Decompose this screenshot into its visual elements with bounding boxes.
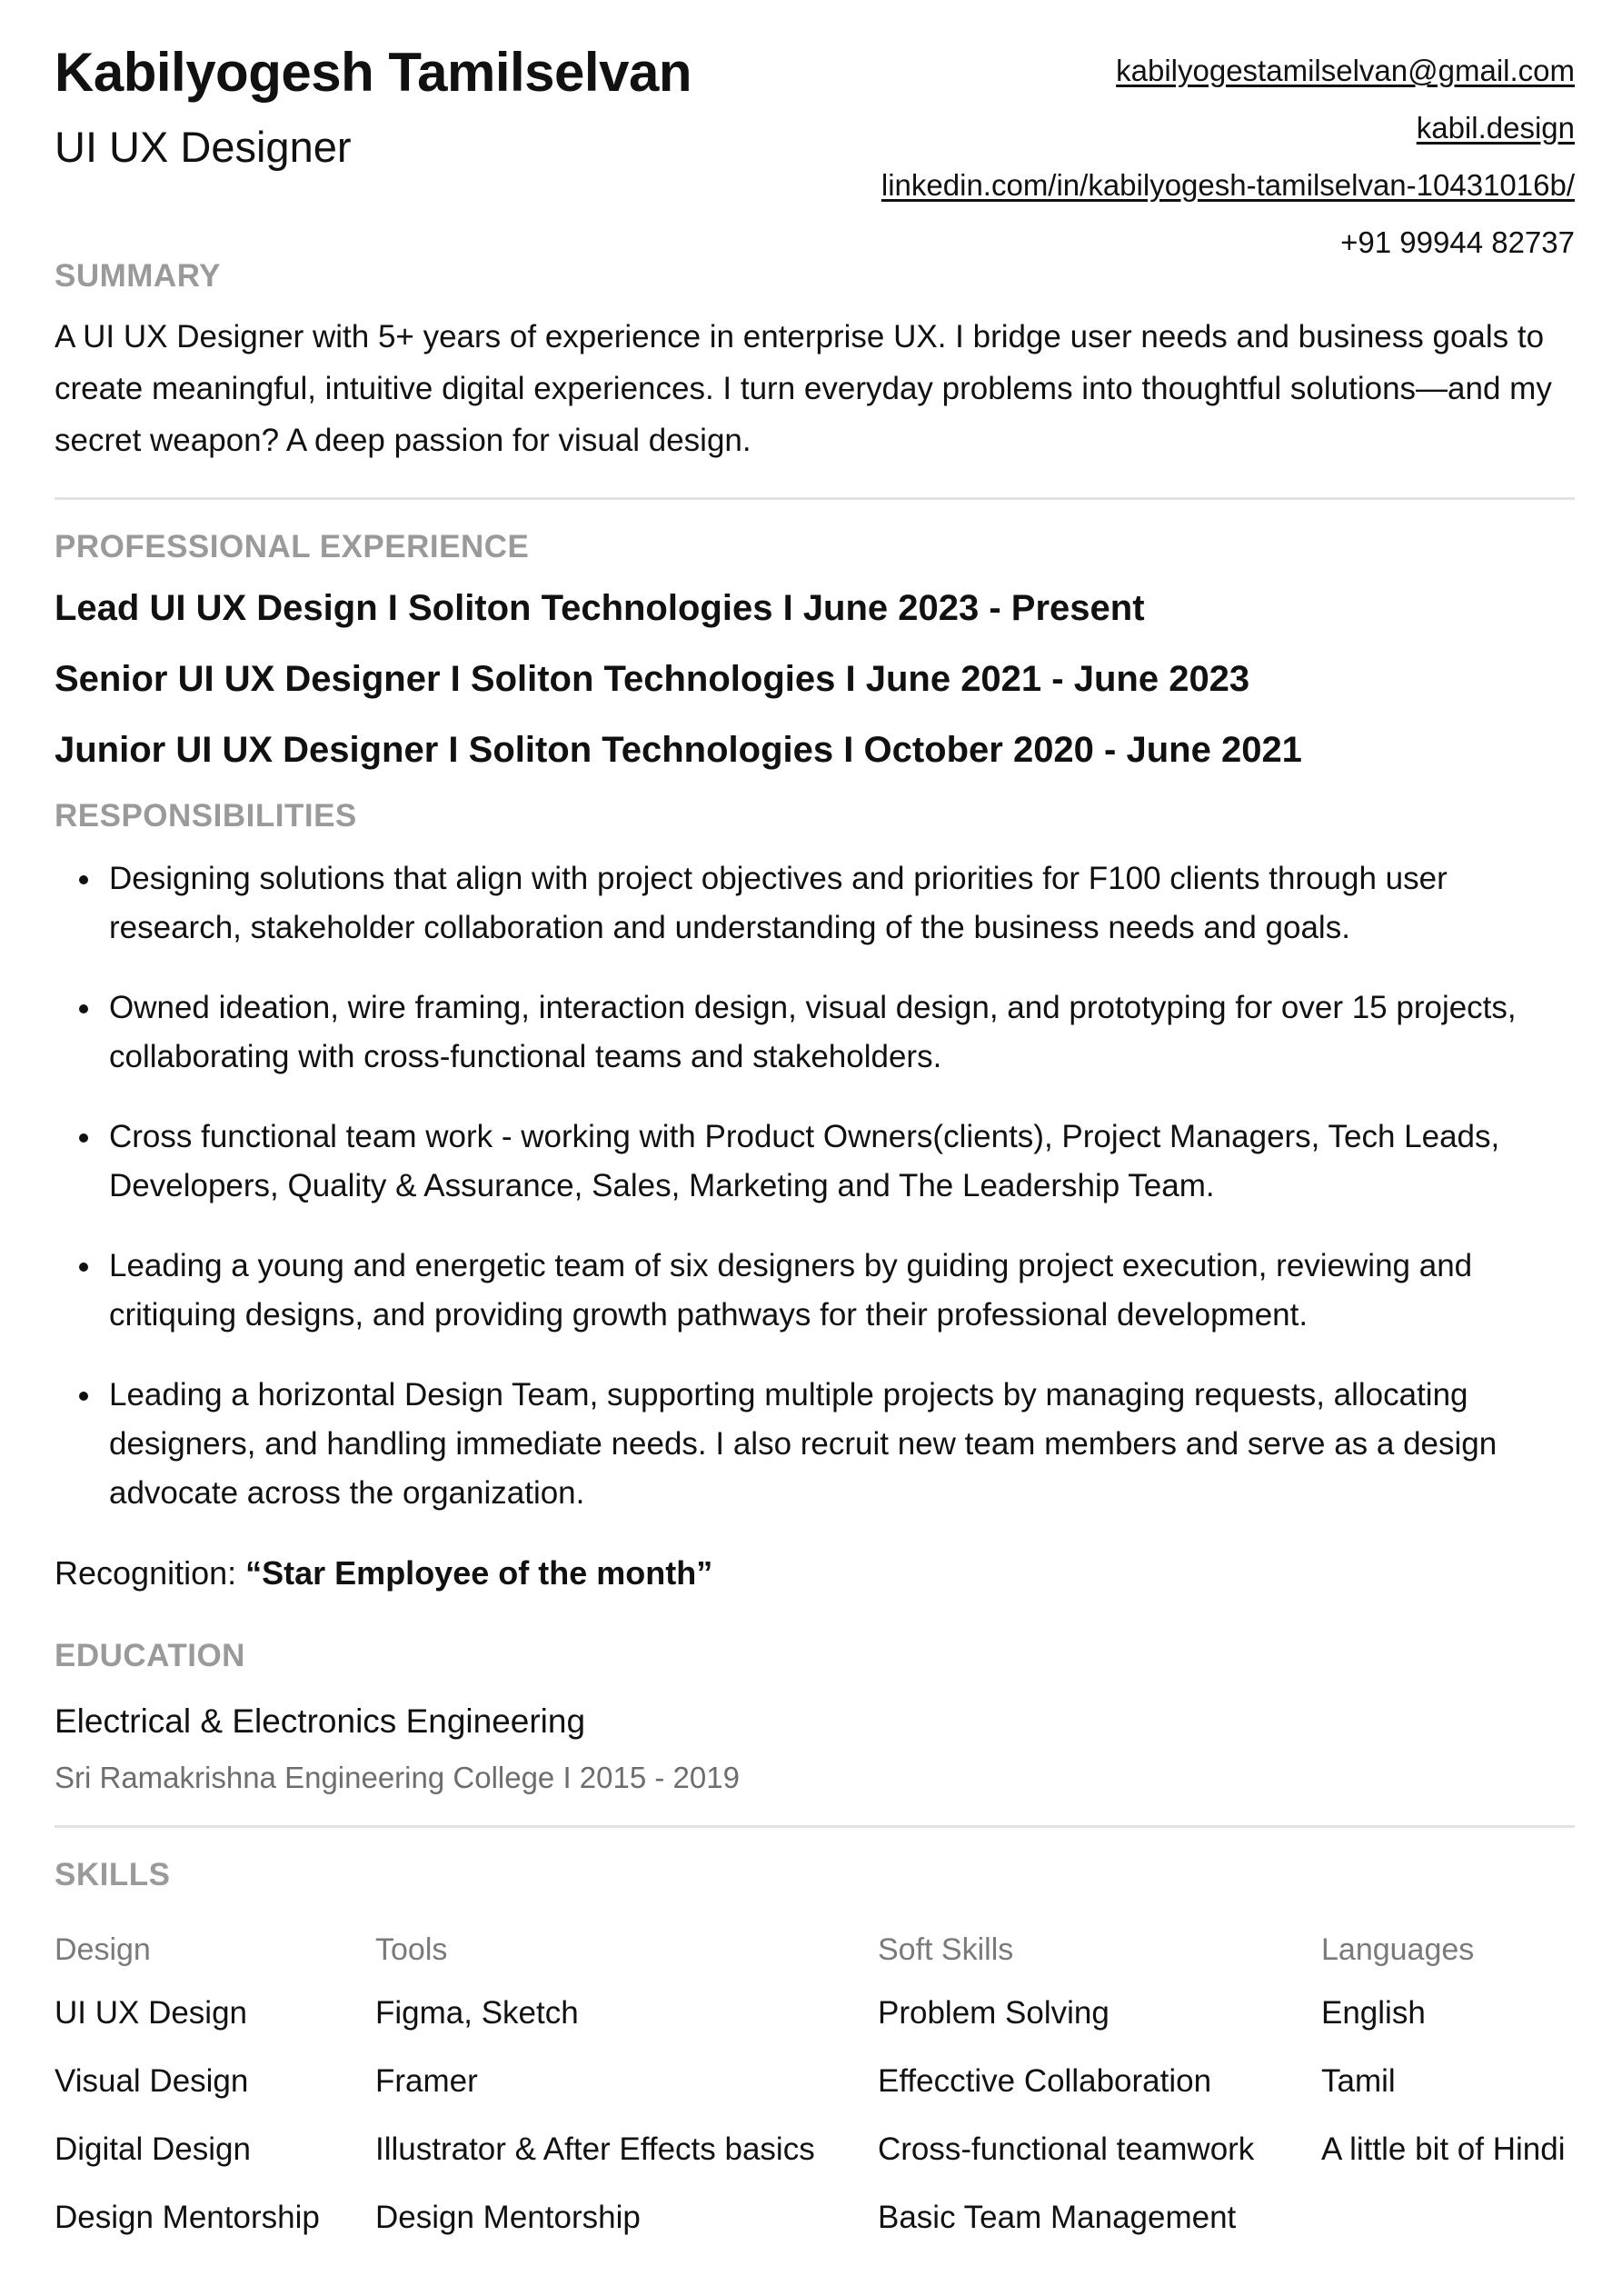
skills-title: SKILLS (55, 1857, 171, 1892)
skill-item: Effecctive Collaboration (878, 2063, 1212, 2099)
list-item: • Owned ideation, wire framing, interaction design, visual design, and prototyping for over 15 projects, collaborating with cross-functional teams and stakeholders. (104, 983, 1575, 1082)
phone-number: +91 99944 82737 (1340, 225, 1575, 259)
skills-column-heading: Design (55, 1932, 151, 1967)
recognition-value: “Star Employee of the month” (245, 1554, 713, 1592)
divider (55, 1825, 1575, 1828)
skill-item: Figma, Sketch (375, 1995, 579, 2031)
recognition (55, 1549, 1575, 1598)
skills-column-heading: Tools (375, 1932, 448, 1967)
candidate-role: UI UX Designer (55, 123, 352, 171)
skill-item: Framer (375, 2063, 478, 2099)
skills-column-heading: Soft Skills (878, 1932, 1014, 1967)
summary-section (55, 255, 1575, 466)
website-link[interactable]: kabil.design (1416, 111, 1575, 145)
skill-item: Visual Design (55, 2063, 249, 2099)
responsibilities-title: RESPONSIBILITIES (55, 798, 357, 834)
experience-role: Junior UI UX Designer I Soliton Technologies I October 2020 - June 2021 (55, 730, 1302, 770)
skill-item: Digital Design (55, 2131, 251, 2167)
skills-section (55, 1853, 1575, 2251)
list-item: • Cross functional team work - working with Product Owners(clients), Project Managers, Tech Leads, Developers, Quality & Assurance, Sales, Marketing and The Leadership Team. (104, 1113, 1575, 1211)
experience-title: PROFESSIONAL EXPERIENCE (55, 529, 530, 564)
recognition-label: Recognition: (55, 1554, 246, 1592)
email-link[interactable]: kabilyogestamilselvan@gmail.com (1116, 54, 1575, 87)
skill-item: English (1321, 1995, 1426, 2031)
responsibilities-section (55, 794, 1575, 1598)
list-item: • Leading a horizontal Design Team, supporting multiple projects by managing requests, allocating designers, and handling immediate needs. I also recruit new team members and serve as a design advocate across the organization. (104, 1371, 1575, 1518)
experience-role: Lead UI UX Design I Soliton Technologies I June 2023 - Present (55, 588, 1145, 628)
contact-block (881, 42, 1575, 271)
experience-role: Senior UI UX Designer I Soliton Technologies I June 2021 - June 2023 (55, 659, 1250, 699)
skills-column-languages (1321, 1921, 1575, 2251)
skills-column-soft-skills (878, 1921, 1321, 2251)
skill-item: Problem Solving (878, 1995, 1110, 2031)
skill-item: Design Mentorship (375, 2200, 641, 2235)
skill-item: Basic Team Management (878, 2200, 1237, 2235)
skills-column-design (55, 1921, 375, 2251)
resume-page (55, 36, 1575, 2251)
education-school: Sri Ramakrishna Engineering College I 2015 - 2019 (55, 1761, 740, 1794)
skill-item: Tamil (1321, 2063, 1396, 2099)
experience-section (55, 525, 1575, 785)
education-title: EDUCATION (55, 1638, 245, 1673)
candidate-name: Kabilyogesh Tamilselvan (55, 42, 692, 103)
list-item: • Designing solutions that align with project objectives and priorities for F100 clients through user research, stakeholder collaboration and understanding of the business needs and goals. (104, 854, 1575, 953)
skill-item: Illustrator & After Effects basics (375, 2131, 815, 2167)
summary-title: SUMMARY (55, 258, 222, 294)
skill-item: A little bit of Hindi (1321, 2131, 1566, 2167)
skill-item: Design Mentorship (55, 2200, 320, 2235)
skills-column-heading: Languages (1321, 1932, 1475, 1967)
skills-column-tools (375, 1921, 878, 2251)
skills-grid (55, 1921, 1575, 2251)
divider (55, 497, 1575, 500)
responsibilities-list (55, 854, 1575, 1518)
skill-item: Cross-functional teamwork (878, 2131, 1255, 2167)
summary-text: A UI UX Designer with 5+ years of experience in enterprise UX. I bridge user needs and business goals to create meaningful, intuitive digital experiences. I turn everyday problems into thoughtful solutions—and my secret weapon? A deep passion for visual design. (55, 319, 1552, 458)
list-item: • Leading a young and energetic team of six designers by guiding project execution, reviewing and critiquing designs, and providing growth pathways for their professional development. (104, 1242, 1575, 1340)
skill-item: UI UX Design (55, 1995, 248, 2031)
education-degree: Electrical & Electronics Engineering (55, 1702, 586, 1740)
linkedin-link[interactable]: linkedin.com/in/kabilyogesh-tamilselvan-10431016b/ (881, 168, 1575, 202)
education-section (55, 1634, 1575, 1802)
resume-header (55, 36, 1575, 259)
